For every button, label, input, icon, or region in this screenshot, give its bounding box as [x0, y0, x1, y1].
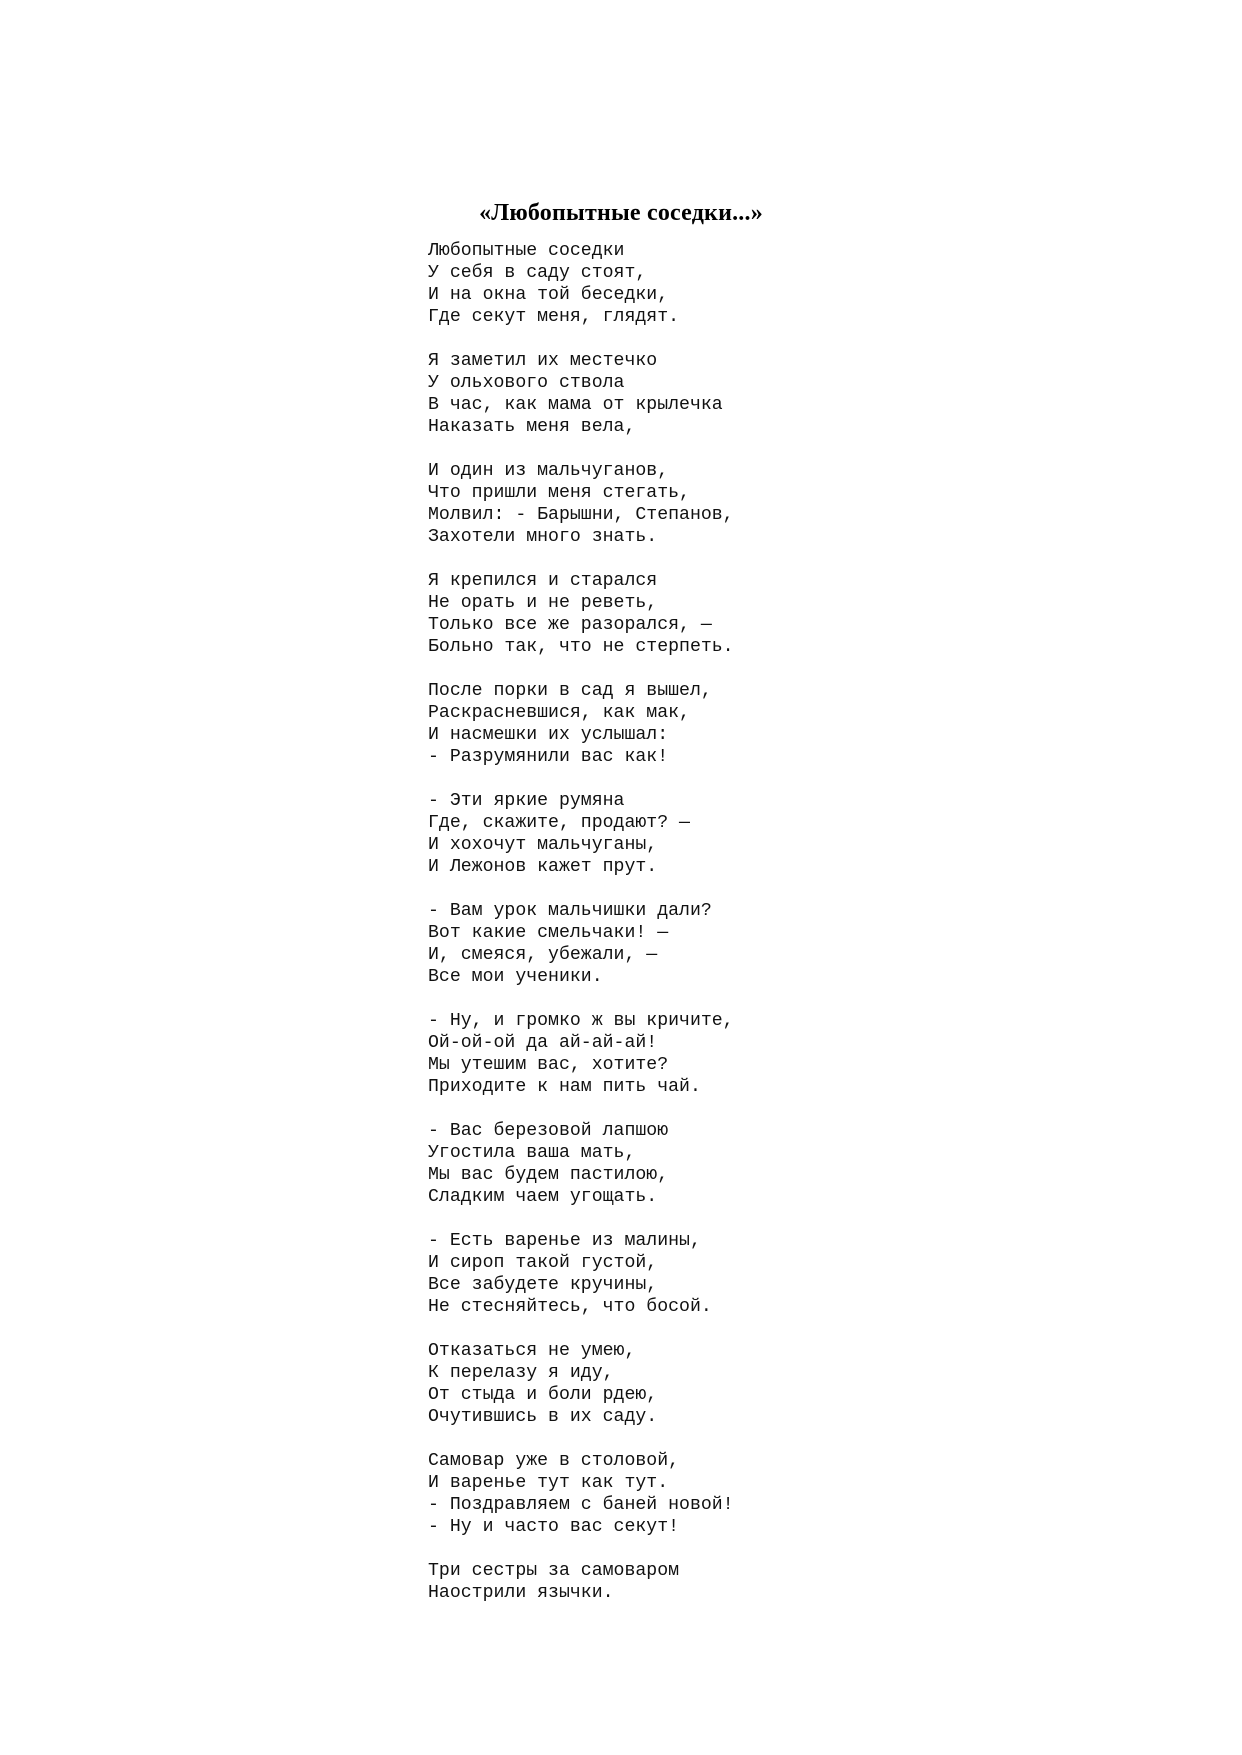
- poem-line: - Ну и часто вас секут!: [428, 1517, 680, 1537]
- poem-line: Я заметил их местечко: [428, 351, 658, 371]
- poem-line: Наказать меня вела,: [428, 417, 636, 437]
- poem-line: Где, скажите, продают? —: [428, 813, 690, 833]
- poem-body: [428, 240, 734, 1626]
- poem-line: - Разрумянили вас как!: [428, 747, 669, 767]
- poem-line: Где секут меня, глядят.: [428, 307, 680, 327]
- poem-line: Отказаться не умею,: [428, 1341, 636, 1361]
- stanza: [428, 900, 734, 988]
- stanza: [428, 680, 734, 768]
- poem-line: От стыда и боли рдею,: [428, 1385, 658, 1405]
- poem-line: Не орать и не реветь,: [428, 593, 658, 613]
- poem-line: - Вам урок мальчишки дали?: [428, 901, 712, 921]
- poem-line: - Вас березовой лапшою: [428, 1121, 669, 1141]
- poem-line: Больно так, что не стерпеть.: [428, 637, 734, 657]
- poem-title: «Любопытные соседки...»: [479, 200, 763, 226]
- poem-line: Сладким чаем угощать.: [428, 1187, 658, 1207]
- poem-line: - Ну, и громко ж вы кричите,: [428, 1011, 734, 1031]
- poem-line: Очутившись в их саду.: [428, 1407, 658, 1427]
- poem-line: И варенье тут как тут.: [428, 1473, 669, 1493]
- poem-line: Все забудете кручины,: [428, 1275, 658, 1295]
- poem-line: У ольхового ствола: [428, 373, 625, 393]
- stanza: [428, 1120, 734, 1208]
- stanza: [428, 240, 734, 328]
- poem-line: И сироп такой густой,: [428, 1253, 658, 1273]
- poem-line: И хохочут мальчуганы,: [428, 835, 658, 855]
- poem-line: К перелазу я иду,: [428, 1363, 614, 1383]
- stanza: [428, 350, 734, 438]
- poem-line: Самовар уже в столовой,: [428, 1451, 680, 1471]
- poem-line: Приходите к нам пить чай.: [428, 1077, 701, 1097]
- stanza: [428, 570, 734, 658]
- poem-line: Вот какие смельчаки! —: [428, 923, 669, 943]
- poem-line: После порки в сад я вышел,: [428, 681, 712, 701]
- poem-line: И, смеяся, убежали, —: [428, 945, 658, 965]
- poem-line: - Есть варенье из малины,: [428, 1231, 701, 1251]
- stanza: [428, 1450, 734, 1538]
- poem-line: В час, как мама от крылечка: [428, 395, 723, 415]
- poem-line: У себя в саду стоят,: [428, 263, 647, 283]
- poem-line: Ой-ой-ой да ай-ай-ай!: [428, 1033, 658, 1053]
- poem-line: Что пришли меня стегать,: [428, 483, 690, 503]
- stanza: [428, 460, 734, 548]
- stanza: [428, 790, 734, 878]
- poem-line: И один из мальчуганов,: [428, 461, 669, 481]
- poem-line: Наострили язычки.: [428, 1583, 614, 1603]
- poem-line: И на окна той беседки,: [428, 285, 669, 305]
- poem-line: Мы вас будем пастилою,: [428, 1165, 669, 1185]
- poem-line: И насмешки их услышал:: [428, 725, 669, 745]
- poem-line: Угостила ваша мать,: [428, 1143, 636, 1163]
- poem-line: Все мои ученики.: [428, 967, 603, 987]
- stanza: [428, 1560, 734, 1604]
- poem-line: - Поздравляем с баней новой!: [428, 1495, 734, 1515]
- poem-line: Три сестры за самоваром: [428, 1561, 680, 1581]
- poem-line: Я крепился и старался: [428, 571, 658, 591]
- stanza: [428, 1340, 734, 1428]
- poem-line: Мы утешим вас, хотите?: [428, 1055, 669, 1075]
- stanza: [428, 1230, 734, 1318]
- poem-line: Захотели много знать.: [428, 527, 658, 547]
- poem-line: И Лежонов кажет прут.: [428, 857, 658, 877]
- poem-line: Раскрасневшися, как мак,: [428, 703, 690, 723]
- stanza: [428, 1010, 734, 1098]
- poem-line: Только все же разорался, —: [428, 615, 712, 635]
- poem-line: Не стесняйтесь, что босой.: [428, 1297, 712, 1317]
- poem-line: - Эти яркие румяна: [428, 791, 625, 811]
- poem-line: Любопытные соседки: [428, 241, 625, 261]
- poem-line: Молвил: - Барышни, Степанов,: [428, 505, 734, 525]
